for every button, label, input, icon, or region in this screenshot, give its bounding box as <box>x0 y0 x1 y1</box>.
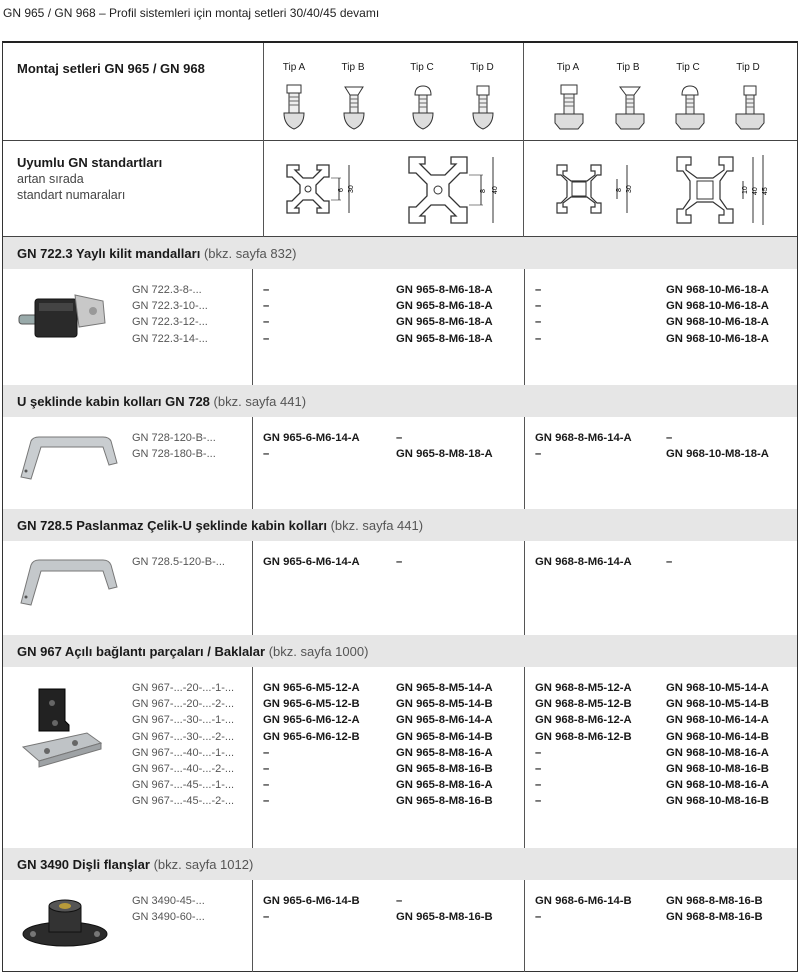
cell: – <box>535 316 542 329</box>
screw-968-a-icon <box>553 83 585 133</box>
standard-ref: GN 3490-60-... <box>132 911 205 924</box>
gn968-col1 <box>535 680 632 810</box>
cell: – <box>535 448 542 461</box>
standard-refs <box>132 680 234 810</box>
cell: GN 965-8-M8-16-B <box>396 795 493 808</box>
gn965-col2 <box>396 282 493 347</box>
section-body-gn-3490 <box>3 880 797 972</box>
cell: – <box>535 300 542 313</box>
gn965-col1 <box>263 893 360 925</box>
standard-refs <box>132 893 205 925</box>
screw-968-b-icon <box>614 83 646 133</box>
gn968-col1 <box>535 554 632 570</box>
dim-8: 8 <box>480 189 487 193</box>
cell: GN 965-6-M5-12-B <box>263 698 360 711</box>
dim-968-30: 30 <box>626 185 633 193</box>
section-header-gn-728 <box>3 385 797 417</box>
cell: GN 965-6-M6-14-A <box>263 432 360 444</box>
section-title: GN 728.5 Paslanmaz Çelik-U şeklinde kabin kolları <box>17 518 327 533</box>
section-title: U şeklinde kabin kolları GN 728 <box>17 394 210 409</box>
tip-label-968-d: Tip D <box>736 62 760 73</box>
gn965-col1 <box>263 554 360 570</box>
section-title: GN 3490 Dişli flanşlar <box>17 857 150 872</box>
gn965-col1 <box>263 282 269 347</box>
gn965-col2 <box>396 680 493 810</box>
cell: GN 968-10-M6-18-A <box>666 284 769 296</box>
section-body-gn-728-5 <box>3 541 797 635</box>
gn965-col1 <box>263 680 360 810</box>
cell: – <box>535 284 542 296</box>
standard-ref: GN 722.3-10-... <box>132 300 208 313</box>
screw-965-d-icon <box>470 83 496 133</box>
column-divider <box>524 541 525 635</box>
dim-968-45: 45 <box>762 187 769 195</box>
mounting-sets-table <box>2 41 798 972</box>
standard-ref: GN 967-...-40-...-2-... <box>132 763 235 776</box>
tip-label-968-b: Tip B <box>616 62 640 73</box>
cell: GN 968-8-M6-14-A <box>535 432 632 444</box>
cell: – <box>263 779 270 792</box>
cell: – <box>396 432 403 444</box>
tip-label-965-a: Tip A <box>282 62 306 73</box>
cell: – <box>396 895 403 907</box>
cell: – <box>263 284 270 296</box>
cell: GN 968-10-M6-14-A <box>666 714 769 727</box>
column-divider <box>252 541 253 635</box>
gn968-col2 <box>666 680 769 810</box>
tip-label-965-c: Tip C <box>410 62 434 73</box>
gn965-col2 <box>396 554 402 570</box>
cell: GN 965-6-M6-14-B <box>263 895 360 907</box>
cell: – <box>263 332 270 345</box>
standard-ref: GN 967-...-30-...-2-... <box>132 730 235 743</box>
cell: – <box>263 448 270 461</box>
column-divider <box>524 269 525 385</box>
standard-ref: GN 722.3-14-... <box>132 332 208 345</box>
cell: GN 965-8-M6-18-A <box>396 300 493 313</box>
cell: – <box>666 556 673 568</box>
cell: GN 968-10-M8-18-A <box>666 448 769 461</box>
cell: – <box>535 332 542 345</box>
cell: GN 965-8-M8-16-B <box>396 763 493 776</box>
screw-965-b-icon <box>341 83 367 133</box>
dim-968-40: 40 <box>752 187 759 195</box>
standard-ref: GN 967-...-45-...-1-... <box>132 779 235 792</box>
cell: GN 968-8-M6-12-B <box>535 730 632 743</box>
gn965-col2 <box>396 430 493 462</box>
dim-968-10: 10 <box>742 186 749 194</box>
standard-ref: GN 967-...-20-...-2-... <box>132 698 235 711</box>
profile-968-30-icon <box>553 161 639 219</box>
section-body-gn-967 <box>3 667 797 848</box>
screw-968-d-icon <box>734 83 766 133</box>
gn968-col2 <box>666 430 769 462</box>
section-header-gn-967 <box>3 635 797 667</box>
cell: GN 968-8-M8-16-B <box>666 895 763 907</box>
screw-965-a-icon <box>281 83 307 133</box>
dim-40: 40 <box>492 186 499 194</box>
gn965-col2 <box>396 893 493 925</box>
cell: GN 965-8-M8-16-A <box>396 779 493 792</box>
cell: GN 965-8-M8-16-B <box>396 911 493 924</box>
section-page-ref: (bkz. sayfa 441) <box>213 394 307 409</box>
cell: GN 968-10-M8-16-B <box>666 795 769 808</box>
cell: GN 968-6-M6-14-B <box>535 895 632 907</box>
section-page-ref: (bkz. sayfa 441) <box>330 518 424 533</box>
cell: GN 968-10-M8-16-A <box>666 779 769 792</box>
header-row-compatible-standards <box>3 141 797 237</box>
section-header-gn-728-5 <box>3 509 797 541</box>
tip-label-965-b: Tip B <box>341 62 365 73</box>
stainless-u-handle-image <box>17 555 121 609</box>
standard-ref: GN 728-120-B-... <box>132 432 216 444</box>
standard-ref: GN 967-...-20-...-1-... <box>132 682 235 694</box>
cell: – <box>263 746 270 759</box>
cell: – <box>666 432 673 444</box>
cell: GN 968-8-M6-12-A <box>535 714 632 727</box>
cell: – <box>396 556 403 568</box>
gn968-col1 <box>535 430 632 462</box>
compat-title: Uyumlu GN standartları <box>17 155 163 170</box>
cell: GN 968-10-M8-16-B <box>666 763 769 776</box>
cell: – <box>535 795 542 808</box>
cell: GN 968-8-M6-14-A <box>535 556 632 568</box>
cell: GN 968-10-M8-16-A <box>666 746 769 759</box>
section-title: GN 967 Açılı bağlantı parçaları / Baklalar <box>17 644 266 659</box>
cell: GN 965-6-M6-12-B <box>263 730 360 743</box>
gn968-col2 <box>666 893 763 925</box>
cell: GN 965-8-M8-16-A <box>396 746 493 759</box>
tip-label-968-a: Tip A <box>556 62 580 73</box>
cell: GN 968-8-M5-12-B <box>535 698 632 711</box>
column-divider <box>252 880 253 972</box>
compat-subtitle-2: standart numaraları <box>17 188 126 202</box>
standard-refs <box>132 282 208 347</box>
cell: GN 968-10-M6-14-B <box>666 730 769 743</box>
tip-label-965-d: Tip D <box>470 62 494 73</box>
cell: – <box>535 911 542 924</box>
screw-965-c-icon <box>410 83 436 133</box>
profile-40-icon <box>405 153 505 227</box>
column-divider <box>252 269 253 385</box>
cell: – <box>263 795 270 808</box>
standard-ref: GN 728.5-120-B-... <box>132 556 225 568</box>
cell: GN 965-6-M6-14-A <box>263 556 360 568</box>
header-divider-1 <box>263 43 264 237</box>
cell: GN 965-8-M5-14-A <box>396 682 493 694</box>
cell: GN 968-8-M8-16-B <box>666 911 763 924</box>
dim-6: 6 <box>338 188 345 192</box>
column-divider <box>524 880 525 972</box>
section-header-gn-722-3 <box>3 237 797 269</box>
column-divider <box>252 667 253 848</box>
standard-refs <box>132 430 216 462</box>
standard-ref: GN 3490-45-... <box>132 895 205 907</box>
profile-968-40-45-icon <box>673 153 777 227</box>
cell: GN 965-8-M6-18-A <box>396 284 493 296</box>
cell: GN 965-6-M6-12-A <box>263 714 360 727</box>
standard-ref: GN 722.3-8-... <box>132 284 202 296</box>
section-title: GN 722.3 Yaylı kilit mandalları <box>17 246 201 261</box>
cell: GN 965-8-M5-14-B <box>396 698 493 711</box>
cell: GN 965-8-M6-14-B <box>396 730 493 743</box>
section-page-ref: (bkz. sayfa 1000) <box>268 644 369 659</box>
cell: GN 968-8-M5-12-A <box>535 682 632 694</box>
standard-ref: GN 967-...-30-...-1-... <box>132 714 235 727</box>
cell: GN 968-10-M6-18-A <box>666 332 769 345</box>
gn968-col1 <box>535 893 632 925</box>
cell: GN 965-8-M6-18-A <box>396 332 493 345</box>
cell: – <box>535 763 542 776</box>
cell: GN 968-10-M6-18-A <box>666 316 769 329</box>
gn968-col2 <box>666 554 672 570</box>
spring-latch-image <box>17 287 117 349</box>
cell: – <box>263 300 270 313</box>
dim-30: 30 <box>348 185 355 193</box>
cell: – <box>535 779 542 792</box>
section-body-gn-728 <box>3 417 797 509</box>
gn968-col2 <box>666 282 769 347</box>
dim-968-8: 8 <box>616 188 623 192</box>
standard-ref: GN 967-...-40-...-1-... <box>132 746 235 759</box>
column-divider <box>524 417 525 509</box>
tip-label-968-c: Tip C <box>676 62 700 73</box>
header-divider-2 <box>523 43 524 237</box>
gn968-col1 <box>535 282 541 347</box>
cell: GN 965-8-M6-14-A <box>396 714 493 727</box>
screw-968-c-icon <box>674 83 706 133</box>
header-row-mounting-sets <box>3 43 797 141</box>
standard-ref: GN 728-180-B-... <box>132 448 216 461</box>
cell: GN 965-8-M8-18-A <box>396 448 493 461</box>
angle-bracket-image <box>17 685 117 777</box>
standard-refs <box>132 554 225 570</box>
u-handle-image <box>17 433 121 483</box>
compat-subtitle-1: artan sırada <box>17 172 84 186</box>
section-page-ref: (bkz. sayfa 1012) <box>153 857 254 872</box>
cell: – <box>263 763 270 776</box>
cell: GN 968-10-M5-14-B <box>666 698 769 711</box>
cell: – <box>535 746 542 759</box>
profile-30-icon <box>283 161 363 217</box>
section-page-ref: (bkz. sayfa 832) <box>203 246 297 261</box>
cell: GN 965-8-M6-18-A <box>396 316 493 329</box>
standard-ref: GN 967-...-45-...-2-... <box>132 795 235 808</box>
column-divider <box>524 667 525 848</box>
section-body-gn-722-3 <box>3 269 797 385</box>
cell: – <box>263 911 270 924</box>
cell: GN 968-10-M6-18-A <box>666 300 769 313</box>
section-header-gn-3490 <box>3 848 797 880</box>
cell: – <box>263 316 270 329</box>
cell: GN 968-10-M5-14-A <box>666 682 769 694</box>
column-divider <box>252 417 253 509</box>
gn965-col1 <box>263 430 360 462</box>
cell: GN 965-6-M5-12-A <box>263 682 360 694</box>
threaded-flange-image <box>19 896 113 950</box>
header-title: Montaj setleri GN 965 / GN 968 <box>17 61 205 76</box>
standard-ref: GN 722.3-12-... <box>132 316 208 329</box>
page-title: GN 965 / GN 968 – Profil sistemleri için montaj setleri 30/40/45 devamı <box>3 6 380 20</box>
